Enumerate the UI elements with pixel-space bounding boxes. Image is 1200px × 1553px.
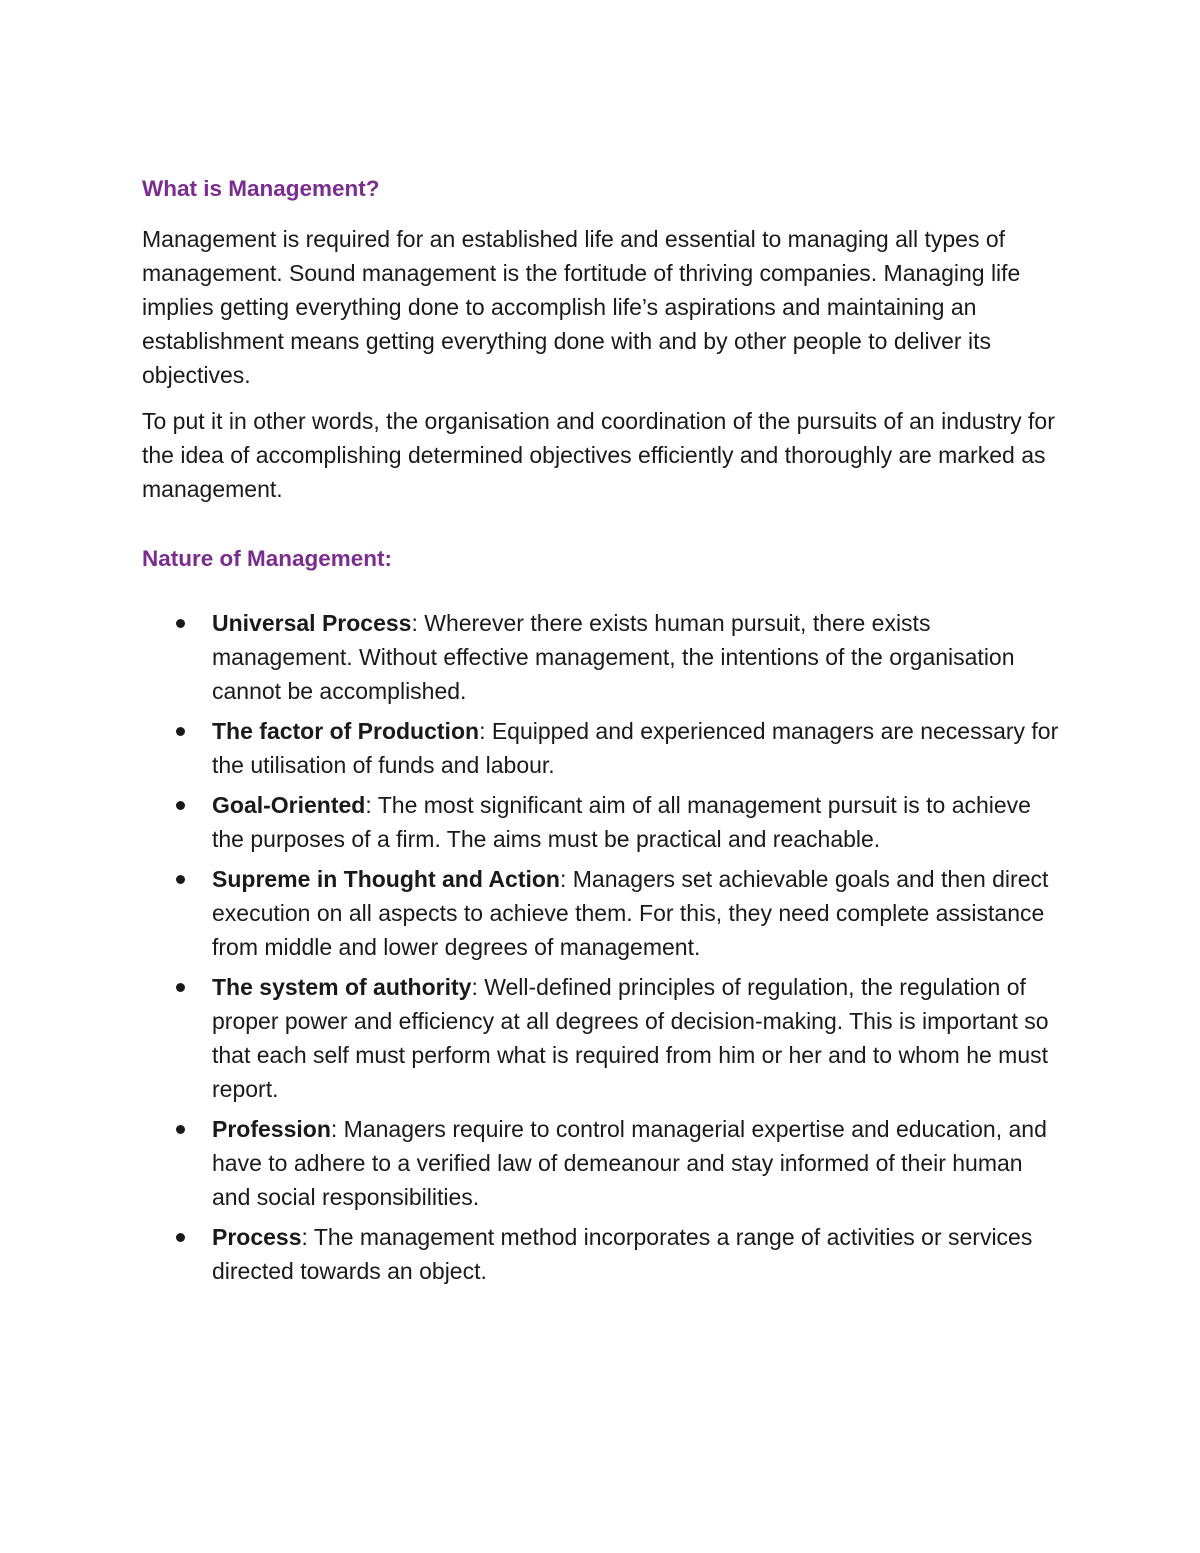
list-item-text: : Managers require to control managerial expertise and education, and have to adhere to a verified law of demeanour and stay informed of their human and social responsibilities.	[212, 1116, 1047, 1210]
list-item-term: Goal-Oriented	[212, 792, 366, 818]
section-title-nature-of-management: Nature of Management:	[142, 546, 393, 571]
paragraph-definition: Management is required for an established life and essential to managing all types of management. Sound management is the fortitude of thriving companies. Managing life implies getting everything done to accomplish life’s aspirations and maintaining an establishment means getting everything done with and by other people to deliver its objectives.	[142, 226, 1021, 388]
bullet-icon	[176, 875, 185, 884]
list-item-text: : The management method incorporates a range of activities or services directed towards an object.	[212, 1224, 1033, 1284]
list-item-term: Universal Process	[212, 610, 412, 636]
list-item-text: : Managers set achievable goals and then direct execution on all aspects to achieve them. For this, they need complete assistance from middle and lower degrees of management.	[212, 866, 1049, 960]
list-item-text: : Well-defined principles of regulation, the regulation of proper power and efficiency at all degrees of decision-making. This is important so that each self must perform what is required from him or her and to whom he must report.	[212, 974, 1049, 1102]
list-item-term: Process	[212, 1224, 302, 1250]
list-item	[142, 1220, 1062, 1288]
bullet-icon	[176, 801, 185, 810]
list-item-term: The factor of Production	[212, 718, 480, 744]
bullet-icon	[176, 619, 185, 628]
list-item-text: : The most significant aim of all management pursuit is to achieve the purposes of a firm. The aims must be practical and reachable.	[212, 792, 1031, 852]
paragraph-other-words: To put it in other words, the organisation and coordination of the pursuits of an industry for the idea of accomplishing determined objectives efficiently and thoroughly are marked as management.	[142, 408, 1055, 502]
list-item	[142, 862, 1062, 964]
list-item	[142, 714, 1062, 782]
list-item	[142, 788, 1062, 856]
nature-list	[142, 606, 1062, 1288]
bullet-icon	[176, 1233, 185, 1242]
list-item-text: : Equipped and experienced managers are necessary for the utilisation of funds and labour.	[212, 718, 1059, 778]
list-item-term: Profession	[212, 1116, 331, 1142]
document-page	[142, 172, 1062, 1294]
list-item	[142, 970, 1062, 1106]
bullet-icon	[176, 727, 185, 736]
list-item	[142, 606, 1062, 708]
bullet-icon	[176, 983, 185, 992]
bullet-icon	[176, 1125, 185, 1134]
list-item	[142, 1112, 1062, 1214]
list-item-term: Supreme in Thought and Action	[212, 866, 560, 892]
list-item-term: The system of authority	[212, 974, 472, 1000]
list-item-text: : Wherever there exists human pursuit, there exists management. Without effective management, the intentions of the organisation cannot be accomplished.	[212, 610, 1015, 704]
section-title-what-is-management: What is Management?	[142, 176, 380, 201]
